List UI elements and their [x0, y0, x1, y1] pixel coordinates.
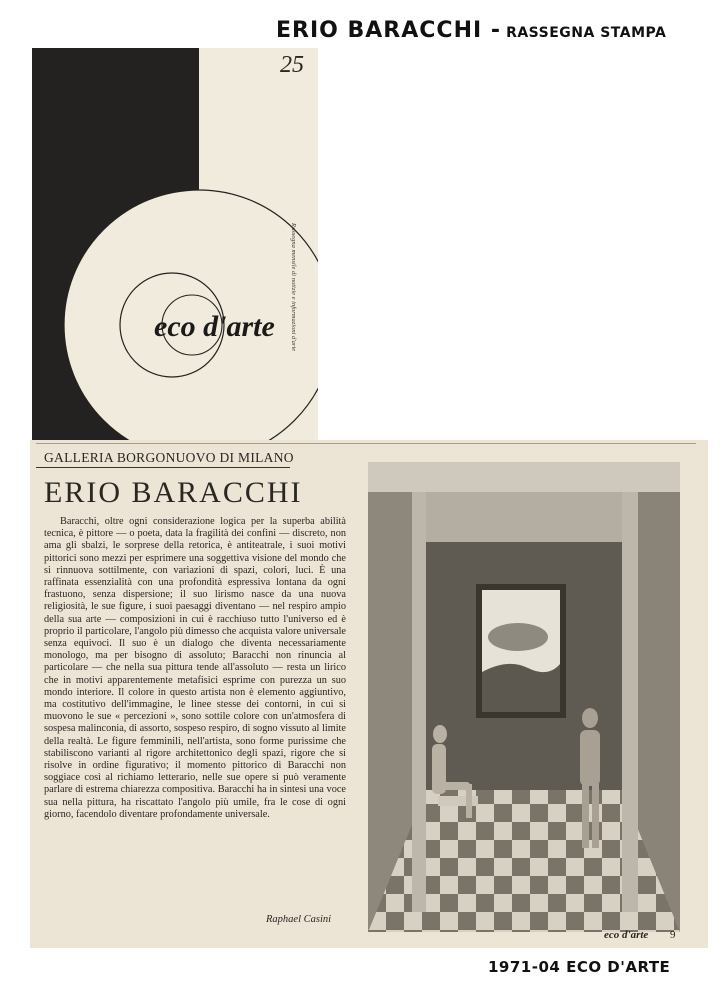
top-rule: [36, 443, 696, 444]
header-subtitle: RASSEGNA STAMPA: [506, 25, 667, 41]
article-title: ERIO BARACCHI: [44, 476, 303, 509]
clipping-footer-magazine: eco d'arte: [604, 929, 649, 941]
cover-graphic: [32, 48, 318, 440]
header-artist-name: ERIO BARACCHI -: [276, 18, 501, 43]
gallery-underline: [36, 467, 290, 468]
clipping-footer-page: 9: [670, 929, 676, 941]
article-author: Raphael Casini: [266, 914, 332, 925]
painting-standing-figure: [580, 730, 600, 786]
gallery-heading: GALLERIA BORGONUOVO DI MILANO: [44, 450, 294, 465]
painting-left-pillar: [412, 492, 426, 912]
document-header: [276, 18, 716, 43]
issue-number: 25: [280, 52, 304, 78]
painting-reproduction: [368, 462, 680, 932]
article-clipping: [30, 440, 708, 948]
article-body: Baracchi, oltre ogni considerazione logica per la superba abilità tecnica, è pittore — o poeta, data la fragilità dei confini — discreto, non ama gli sbalzi, le sorprese della retorica, è antiteatrale, i suoi motivi pittorici sono mezzi per esprimere una soggettiva visione del mondo che si rinnuova sottilmente, con variazioni di spazi, colori, luci. È una raffinata essenzialità con una profondità espressiva lontana da ogni frastuono, senza dispersione; il suo lirismo nasce da una nuova religiosità, le sue figure, i suoi paesaggi diventano — nel respiro ampio della sua arte — composizioni in cui è racchiuso tutto l'universo ed è proprio il particolare, l'angolo più dimesso che acquista valore universale senza equivoci. Il suo è un dialogo che diventa necessariamente monologo, ma per bisogno di assoluto; Baracchi non rinuncia al particolare — che nella sua pittura tende all'assoluto — resta un lirico che in motivi apparentemente metafisici esprime con purezza un suo mondo interiore. Il colore in questo artista non è elemento aggiuntivo, ma costitutivo dell'immagine, le linee stesse dei contorni, in cui si muovono le sue « percezioni », sono sottile colore con un'atmosfera di sospesa malinconia, di assorto, sospeso respiro, di sogno vissuto al limite della realtà. Le figure femminili, nell'artista, sono forme purissime che stabiliscono varianti al rigore architettonico degli spazi, rigore che si risolve in ordine figurativo; il momento pittorico di Baracchi non soggiace così al richiamo letterario, nelle sue opere si può veramente parlare di estrema chiarezza compositiva. Baracchi ha in sintesi una voce sua nella pittura, ha riscattato l'angolo più umile, fra le cose di ogni giorno, facendolo diventare profondamente universale.: [44, 516, 346, 820]
painting-right-pillar: [622, 492, 638, 912]
magazine-cover: [32, 48, 318, 440]
cover-tagline: Rassegna mensile di notizie e informazioni d'arte: [290, 223, 297, 352]
document-caption: 1971-04 ECO D'ARTE: [488, 958, 671, 976]
cover-logo-text: eco d'arte: [154, 310, 275, 343]
